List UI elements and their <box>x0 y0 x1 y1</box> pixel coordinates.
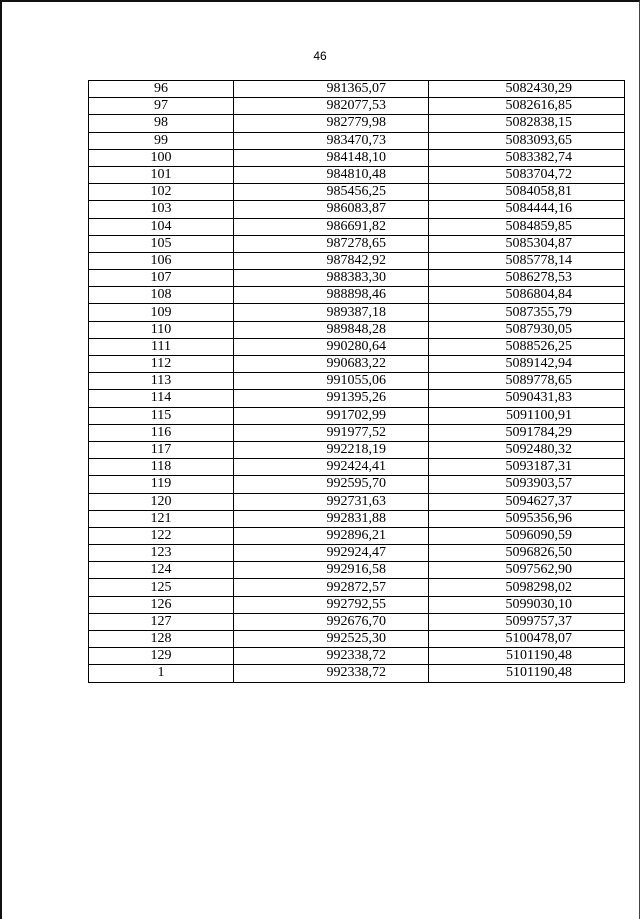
x-coordinate-cell: 992924,47 <box>234 545 429 562</box>
point-number-cell: 124 <box>89 562 234 579</box>
table-row <box>89 81 625 98</box>
table-row <box>89 476 625 493</box>
x-coordinate-cell: 986691,82 <box>234 218 429 235</box>
point-number-cell: 103 <box>89 201 234 218</box>
x-coordinate-cell: 992916,58 <box>234 562 429 579</box>
table-row <box>89 252 625 269</box>
table-row <box>89 665 625 682</box>
point-number-cell: 100 <box>89 149 234 166</box>
table-row <box>89 613 625 630</box>
x-coordinate-cell: 990280,64 <box>234 338 429 355</box>
table-row <box>89 596 625 613</box>
y-coordinate-cell: 5083704,72 <box>429 166 625 183</box>
point-number-cell: 119 <box>89 476 234 493</box>
point-number-cell: 128 <box>89 631 234 648</box>
point-number-cell: 122 <box>89 527 234 544</box>
y-coordinate-cell: 5082838,15 <box>429 115 625 132</box>
point-number-cell: 97 <box>89 98 234 115</box>
y-coordinate-cell: 5094627,37 <box>429 493 625 510</box>
x-coordinate-cell: 988383,30 <box>234 270 429 287</box>
point-number-cell: 104 <box>89 218 234 235</box>
table-row <box>89 407 625 424</box>
x-coordinate-cell: 992731,63 <box>234 493 429 510</box>
coordinates-table-body <box>89 81 625 683</box>
x-coordinate-cell: 992676,70 <box>234 613 429 630</box>
x-coordinate-cell: 991702,99 <box>234 407 429 424</box>
table-row <box>89 184 625 201</box>
y-coordinate-cell: 5089142,94 <box>429 356 625 373</box>
y-coordinate-cell: 5099030,10 <box>429 596 625 613</box>
point-number-cell: 102 <box>89 184 234 201</box>
point-number-cell: 114 <box>89 390 234 407</box>
point-number-cell: 99 <box>89 132 234 149</box>
point-number-cell: 105 <box>89 235 234 252</box>
y-coordinate-cell: 5086804,84 <box>429 287 625 304</box>
y-coordinate-cell: 5097562,90 <box>429 562 625 579</box>
point-number-cell: 107 <box>89 270 234 287</box>
x-coordinate-cell: 992792,55 <box>234 596 429 613</box>
point-number-cell: 126 <box>89 596 234 613</box>
x-coordinate-cell: 992525,30 <box>234 631 429 648</box>
y-coordinate-cell: 5091100,91 <box>429 407 625 424</box>
x-coordinate-cell: 992338,72 <box>234 648 429 665</box>
y-coordinate-cell: 5084444,16 <box>429 201 625 218</box>
table-row <box>89 321 625 338</box>
x-coordinate-cell: 992595,70 <box>234 476 429 493</box>
x-coordinate-cell: 992424,41 <box>234 459 429 476</box>
y-coordinate-cell: 5098298,02 <box>429 579 625 596</box>
y-coordinate-cell: 5082430,29 <box>429 81 625 98</box>
point-number-cell: 112 <box>89 356 234 373</box>
point-number-cell: 108 <box>89 287 234 304</box>
table-row <box>89 579 625 596</box>
point-number-cell: 120 <box>89 493 234 510</box>
y-coordinate-cell: 5086278,53 <box>429 270 625 287</box>
x-coordinate-cell: 989387,18 <box>234 304 429 321</box>
y-coordinate-cell: 5093903,57 <box>429 476 625 493</box>
table-row <box>89 510 625 527</box>
table-row <box>89 338 625 355</box>
point-number-cell: 96 <box>89 81 234 98</box>
point-number-cell: 125 <box>89 579 234 596</box>
x-coordinate-cell: 991395,26 <box>234 390 429 407</box>
x-coordinate-cell: 983470,73 <box>234 132 429 149</box>
point-number-cell: 113 <box>89 373 234 390</box>
y-coordinate-cell: 5101190,48 <box>429 665 625 682</box>
y-coordinate-cell: 5087355,79 <box>429 304 625 321</box>
point-number-cell: 117 <box>89 441 234 458</box>
point-number-cell: 109 <box>89 304 234 321</box>
y-coordinate-cell: 5092480,32 <box>429 441 625 458</box>
point-number-cell: 129 <box>89 648 234 665</box>
x-coordinate-cell: 986083,87 <box>234 201 429 218</box>
table-row <box>89 459 625 476</box>
x-coordinate-cell: 987842,92 <box>234 252 429 269</box>
y-coordinate-cell: 5082616,85 <box>429 98 625 115</box>
y-coordinate-cell: 5093187,31 <box>429 459 625 476</box>
y-coordinate-cell: 5083382,74 <box>429 149 625 166</box>
y-coordinate-cell: 5088526,25 <box>429 338 625 355</box>
table-row <box>89 115 625 132</box>
point-number-cell: 1 <box>89 665 234 682</box>
table-row <box>89 631 625 648</box>
x-coordinate-cell: 984810,48 <box>234 166 429 183</box>
x-coordinate-cell: 990683,22 <box>234 356 429 373</box>
y-coordinate-cell: 5085778,14 <box>429 252 625 269</box>
coordinates-table <box>88 80 625 683</box>
x-coordinate-cell: 991055,06 <box>234 373 429 390</box>
point-number-cell: 110 <box>89 321 234 338</box>
table-row <box>89 493 625 510</box>
x-coordinate-cell: 982077,53 <box>234 98 429 115</box>
x-coordinate-cell: 982779,98 <box>234 115 429 132</box>
y-coordinate-cell: 5091784,29 <box>429 424 625 441</box>
y-coordinate-cell: 5096090,59 <box>429 527 625 544</box>
x-coordinate-cell: 985456,25 <box>234 184 429 201</box>
y-coordinate-cell: 5099757,37 <box>429 613 625 630</box>
y-coordinate-cell: 5089778,65 <box>429 373 625 390</box>
table-row <box>89 201 625 218</box>
table-row <box>89 441 625 458</box>
x-coordinate-cell: 992831,88 <box>234 510 429 527</box>
y-coordinate-cell: 5087930,05 <box>429 321 625 338</box>
x-coordinate-cell: 989848,28 <box>234 321 429 338</box>
x-coordinate-cell: 992896,21 <box>234 527 429 544</box>
point-number-cell: 118 <box>89 459 234 476</box>
table-row <box>89 562 625 579</box>
table-row <box>89 235 625 252</box>
point-number-cell: 121 <box>89 510 234 527</box>
y-coordinate-cell: 5083093,65 <box>429 132 625 149</box>
x-coordinate-cell: 984148,10 <box>234 149 429 166</box>
x-coordinate-cell: 988898,46 <box>234 287 429 304</box>
page-number: 46 <box>313 49 327 63</box>
x-coordinate-cell: 991977,52 <box>234 424 429 441</box>
point-number-cell: 115 <box>89 407 234 424</box>
y-coordinate-cell: 5096826,50 <box>429 545 625 562</box>
table-row <box>89 98 625 115</box>
y-coordinate-cell: 5095356,96 <box>429 510 625 527</box>
table-row <box>89 545 625 562</box>
table-row <box>89 149 625 166</box>
table-row <box>89 356 625 373</box>
point-number-cell: 116 <box>89 424 234 441</box>
x-coordinate-cell: 992218,19 <box>234 441 429 458</box>
table-row <box>89 218 625 235</box>
y-coordinate-cell: 5085304,87 <box>429 235 625 252</box>
point-number-cell: 123 <box>89 545 234 562</box>
point-number-cell: 101 <box>89 166 234 183</box>
table-row <box>89 270 625 287</box>
point-number-cell: 106 <box>89 252 234 269</box>
table-row <box>89 166 625 183</box>
y-coordinate-cell: 5100478,07 <box>429 631 625 648</box>
point-number-cell: 127 <box>89 613 234 630</box>
y-coordinate-cell: 5090431,83 <box>429 390 625 407</box>
table-row <box>89 304 625 321</box>
x-coordinate-cell: 987278,65 <box>234 235 429 252</box>
x-coordinate-cell: 992872,57 <box>234 579 429 596</box>
table-row <box>89 424 625 441</box>
y-coordinate-cell: 5101190,48 <box>429 648 625 665</box>
table-row <box>89 287 625 304</box>
point-number-cell: 111 <box>89 338 234 355</box>
point-number-cell: 98 <box>89 115 234 132</box>
table-row <box>89 132 625 149</box>
x-coordinate-cell: 981365,07 <box>234 81 429 98</box>
table-row <box>89 373 625 390</box>
table-row <box>89 527 625 544</box>
table-row <box>89 648 625 665</box>
y-coordinate-cell: 5084058,81 <box>429 184 625 201</box>
x-coordinate-cell: 992338,72 <box>234 665 429 682</box>
table-row <box>89 390 625 407</box>
y-coordinate-cell: 5084859,85 <box>429 218 625 235</box>
